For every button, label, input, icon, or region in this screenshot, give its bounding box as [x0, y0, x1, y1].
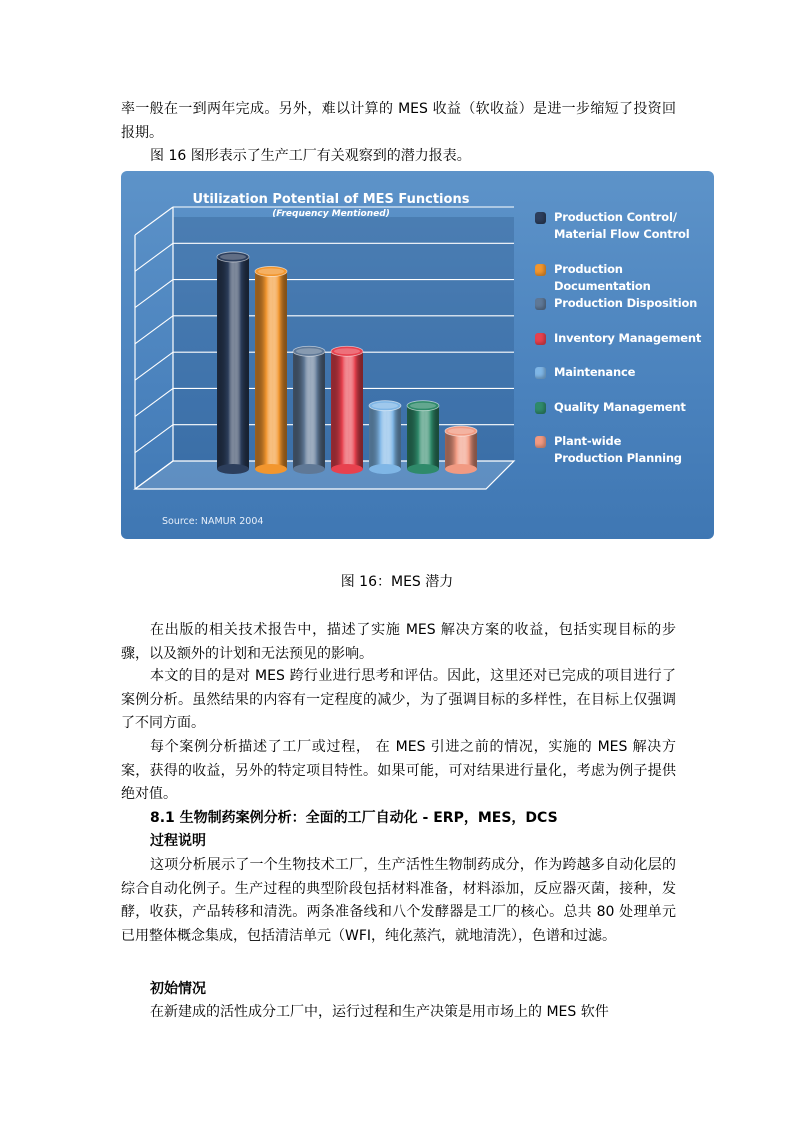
bar-5 — [407, 401, 439, 474]
legend-swatch — [535, 367, 546, 379]
bar-shading — [331, 351, 363, 469]
bar-bottom — [445, 464, 477, 474]
chart-gridline-side — [135, 388, 173, 416]
chart-gridline-side — [135, 207, 173, 235]
paragraph-5: 这项分析展示了一个生物技术工厂，生产活性生物制药成分，作为跨越多自动化层的综合自动化例子。生产过程的典型阶段包括材料准备，材料添加，反应器灭菌，接种，发酵，收获，产品转移和清洗。两条准备线和八个发酵器是工厂的核心。总共 80 处理单元已用整体概念集成，包括清洁单元（WFI，纯化蒸汽，就地清洗），色谱和过滤。 — [121, 857, 676, 944]
paragraph-2: 在出版的相关技术报告中，描述了实施 MES 解决方案的收益，包括实现目标的步骤，以及额外的计划和无法预见的影响。 — [121, 622, 676, 662]
chart-figure-16 — [121, 171, 714, 539]
chart-gridline-side — [135, 425, 173, 453]
paragraph-1: 率一般在一到两年完成。另外，难以计算的 MES 收益（软收益）是进一步缩短了投资回报期。 — [121, 101, 676, 141]
legend-item — [535, 295, 697, 312]
bar-shading — [293, 351, 325, 469]
bar-shading — [255, 271, 287, 469]
bar-shading — [407, 406, 439, 469]
legend-swatch — [535, 333, 546, 345]
legend-label: Maintenance — [554, 365, 636, 379]
subheading-initial-situation: 初始情况 — [150, 981, 206, 997]
legend-label: Production Documentation — [554, 262, 651, 293]
bar-bottom — [369, 464, 401, 474]
bar-4 — [369, 401, 401, 474]
legend-label: Production Control/ Material Flow Control — [554, 210, 690, 241]
legend-label: Production Disposition — [554, 296, 698, 310]
bar-0 — [217, 252, 249, 474]
legend-swatch — [535, 212, 546, 224]
bar-shading — [445, 431, 477, 469]
paragraph-4: 每个案例分析描述了工厂或过程， 在 MES 引进之前的情况，实施的 MES 解决方案，获得的收益，另外的特定项目特性。如果可能，可对结果进行量化，考虑为例子提供绝对值。 — [121, 739, 676, 802]
legend-label: Inventory Management — [554, 331, 702, 345]
bar-top-highlight — [220, 254, 246, 260]
bar-top-highlight — [334, 348, 360, 354]
section-heading-8-1: 8.1 生物制药案例分析：全面的工厂自动化 - ERP，MES，DCS — [150, 810, 558, 826]
legend-item — [535, 364, 635, 381]
bar-top-highlight — [258, 268, 284, 274]
legend-label: Quality Management — [554, 400, 686, 414]
chart-gridline-side — [135, 280, 173, 308]
bar-3 — [331, 346, 363, 474]
legend-swatch — [535, 436, 546, 448]
chart-gridline-side — [135, 316, 173, 344]
figure-caption: 图 16：MES 潜力 — [340, 574, 454, 590]
bar-top-highlight — [410, 403, 436, 409]
bar-2 — [293, 346, 325, 474]
legend-item — [535, 330, 701, 347]
paragraph-6: 在新建成的活性成分工厂中，运行过程和生产决策是用市场上的 MES 软件 — [150, 1004, 609, 1020]
bar-bottom — [293, 464, 325, 474]
chart-title: Utilization Potential of MES Functions — [192, 192, 470, 207]
legend-item — [535, 399, 686, 416]
bar-bottom — [217, 464, 249, 474]
bar-shading — [369, 406, 401, 469]
paragraph-3: 本文的目的是对 MES 跨行业进行思考和评估。因此，这里还对已完成的项目进行了案例分析。虽然结果的内容有一定程度的减少，为了强调目标的多样性，在目标上仅强调了不同方面。 — [121, 668, 676, 731]
bar-6 — [445, 426, 477, 474]
bar-bottom — [407, 464, 439, 474]
legend-item — [535, 261, 710, 295]
chart-gridline-side — [135, 352, 173, 380]
paragraph-figure-intro: 图 16 图形表示了生产工厂有关观察到的潜力报表。 — [150, 148, 471, 164]
bar-top-highlight — [448, 428, 474, 434]
legend-item — [535, 433, 682, 467]
bar-bottom — [331, 464, 363, 474]
legend-swatch — [535, 264, 546, 276]
bar-top-highlight — [296, 348, 322, 354]
bar-top-highlight — [372, 403, 398, 409]
subheading-process-description: 过程说明 — [150, 833, 206, 849]
chart-subtitle: (Frequency Mentioned) — [272, 209, 390, 219]
legend-item — [535, 209, 690, 243]
bar-shading — [217, 257, 249, 469]
chart-gridline-side — [135, 243, 173, 271]
legend-label: Plant-wide Production Planning — [554, 434, 682, 465]
legend-swatch — [535, 402, 546, 414]
chart-source: Source: NAMUR 2004 — [162, 516, 264, 527]
legend-swatch — [535, 298, 546, 310]
bar-1 — [255, 266, 287, 474]
bar-bottom — [255, 464, 287, 474]
